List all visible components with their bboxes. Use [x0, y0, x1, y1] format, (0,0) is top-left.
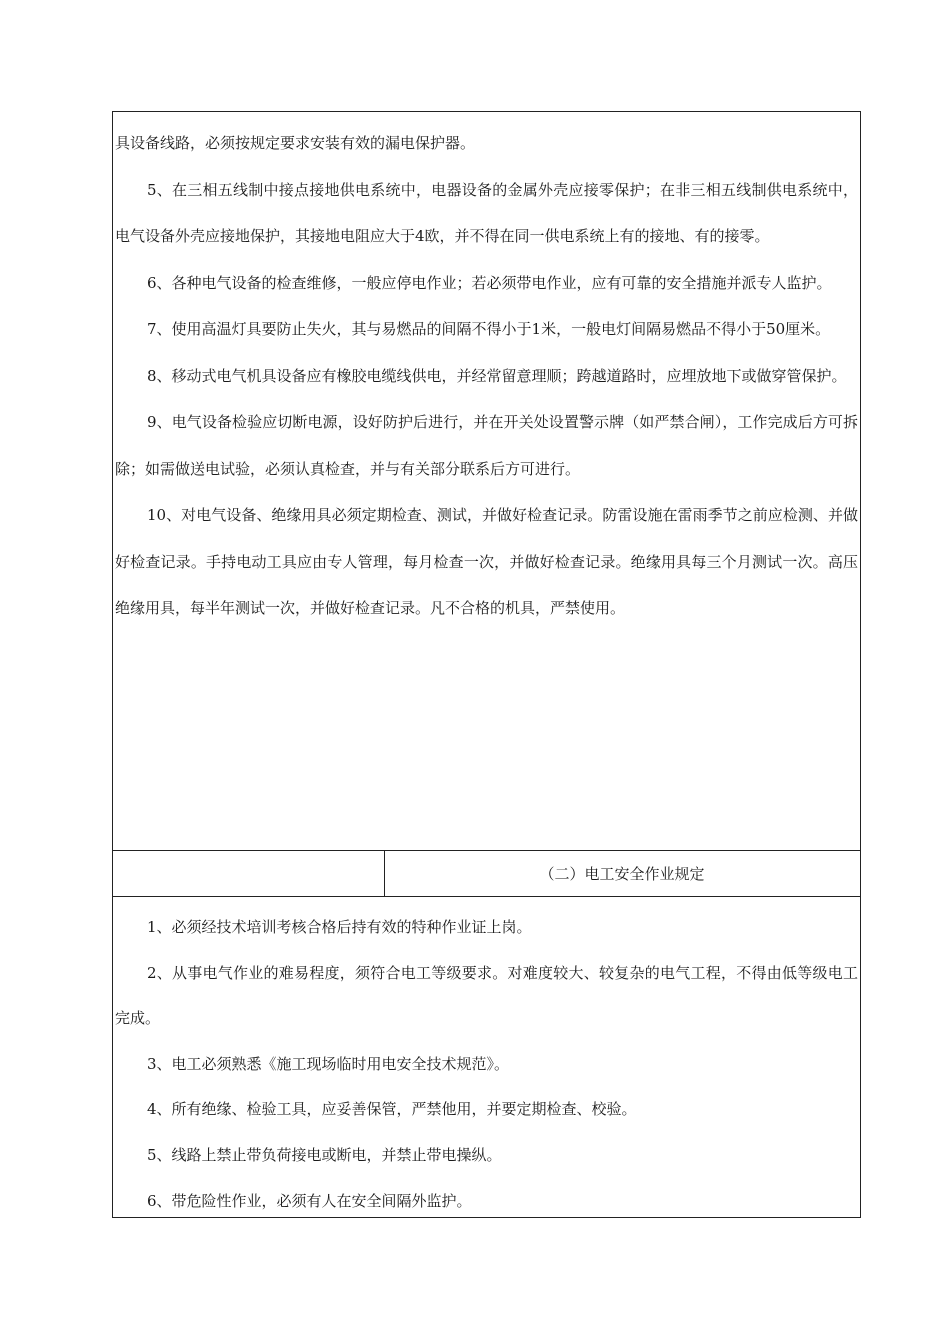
paragraph-rule-2: 2、从事电气作业的难易程度，须符合电工等级要求。对难度较大、较复杂的电气工程，不得由低等级电工完成。 [115, 963, 858, 1028]
section-body [115, 905, 858, 1224]
paragraph-rule-10: 10、对电气设备、绝缘用具必须定期检查、测试，并做好检查记录。防雷设施在雷雨季节之前应检测、并做好检查记录。手持电动工具应由专人管理，每月检查一次，并做好检查记录。绝缘用具每三个月测试一次。高压绝缘用具，每半年测试一次，并做好检查记录。凡不合格的机具，严禁使用。 [115, 506, 858, 617]
safety-rules-continued-section [112, 111, 861, 851]
paragraph-rule-3: 3、电工必须熟悉《施工现场临时用电安全技术规范》。 [147, 1054, 510, 1073]
paragraph-rule-6: 6、带危险性作业，必须有人在安全间隔外监护。 [147, 1191, 472, 1210]
section-body [115, 120, 858, 632]
paragraph-rule-8: 8、移动式电气机具设备应有橡胶电缆线供电，并经常留意理顺；跨越道路时，应埋放地下或做穿管保护。 [147, 366, 847, 385]
section-heading-title: （二）电工安全作业规定 [539, 865, 705, 883]
paragraph-rule-7: 7、使用高温灯具要防止失火，其与易燃品的间隔不得小于1米，一般电灯间隔易燃品不得小于50厘米。 [147, 320, 831, 338]
paragraph-rule-1: 1、必须经技术培训考核合格后持有效的特种作业证上岗。 [147, 918, 532, 936]
paragraph-rule-9: 9、电气设备检验应切断电源，设好防护后进行，并在开关处设置警示牌（如严禁合闸），工作完成后方可拆除；如需做送电试验，必须认真检查，并与有关部分联系后方可进行。 [115, 413, 858, 478]
paragraph-rule-6: 6、各种电气设备的检查维修，一般应停电作业；若必须带电作业，应有可靠的安全措施并派专人监护。 [147, 273, 832, 292]
paragraph-continuation: 具设备线路，必须按规定要求安装有效的漏电保护器。 [115, 134, 476, 152]
paragraph-rule-5: 5、线路上禁止带负荷接电或断电，并禁止带电操纵。 [147, 1145, 502, 1164]
section-heading-row [112, 850, 861, 897]
paragraph-rule-4: 4、所有绝缘、检验工具，应妥善保管，严禁他用，并要定期检查、校验。 [147, 1100, 637, 1119]
paragraph-rule-5: 5、在三相五线制中接点接地供电系统中，电器设备的金属外壳应接零保护；在非三相五线制供电系统中，电气设备外壳应接地保护，其接地电阻应大于4欧，并不得在同一供电系统上有的接地、有的接零。 [115, 180, 858, 245]
electrician-rules-section [112, 896, 861, 1218]
